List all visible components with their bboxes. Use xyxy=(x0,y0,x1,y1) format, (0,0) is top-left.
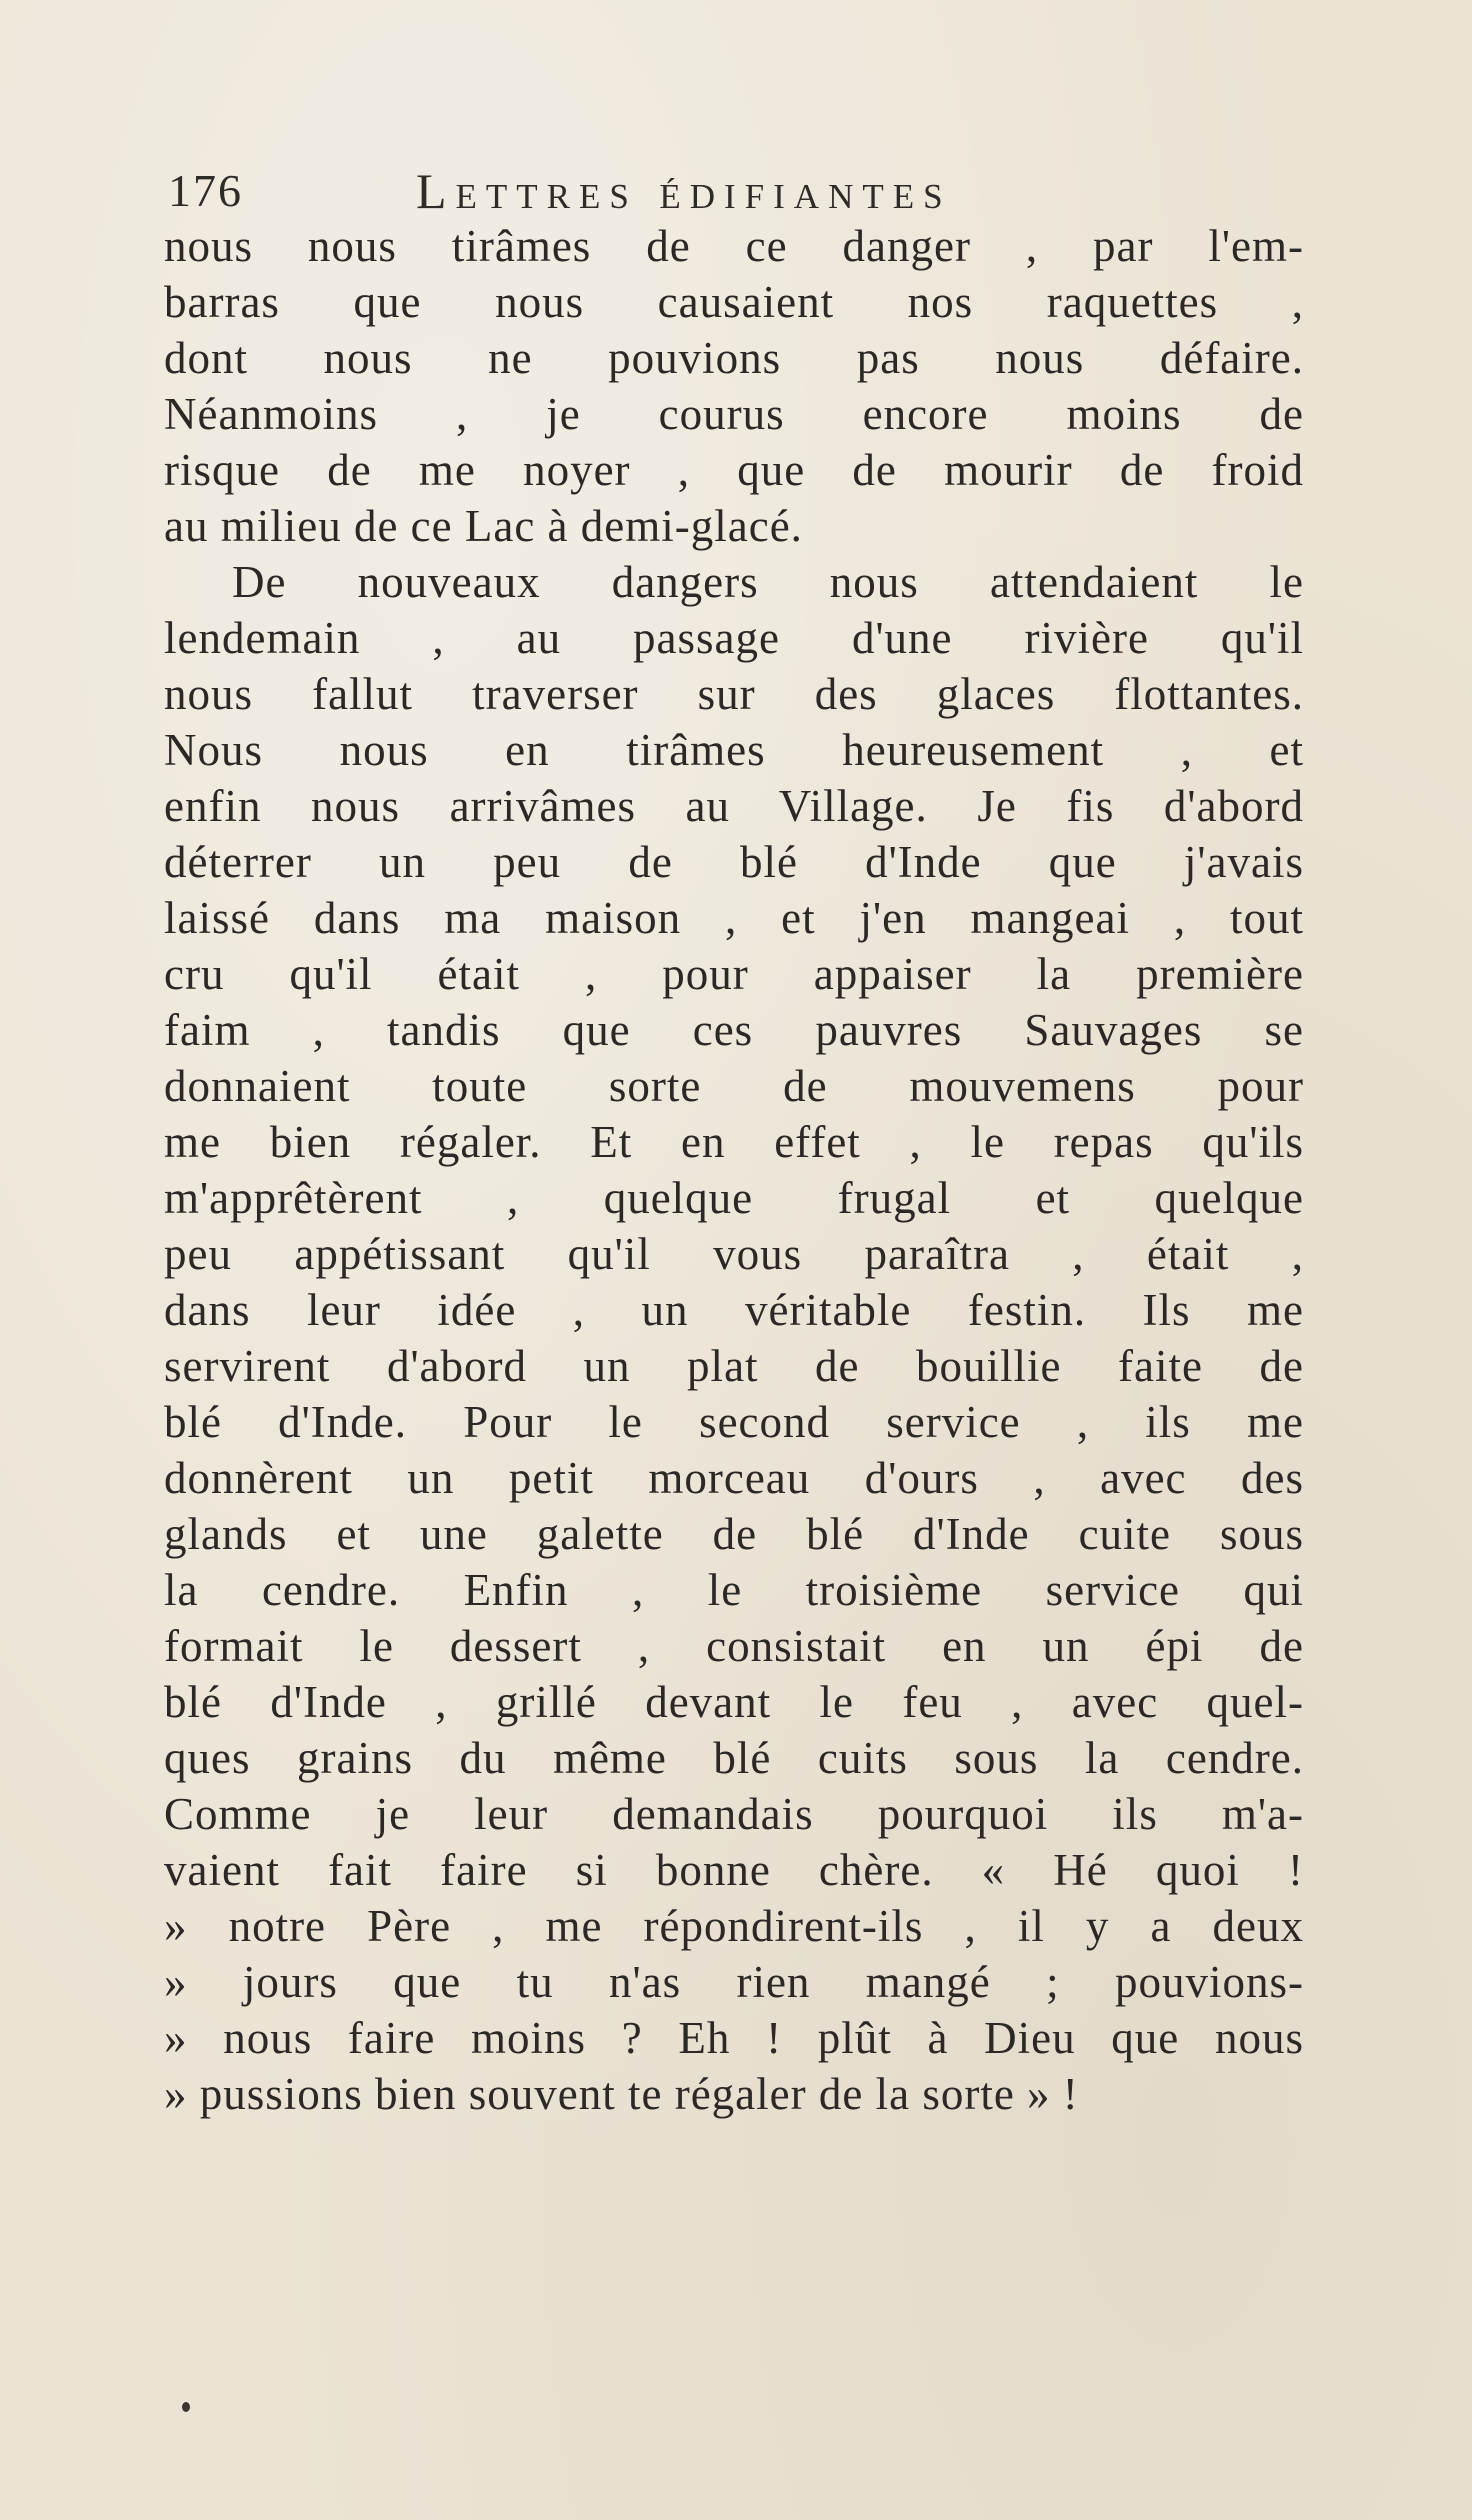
text-line: risque de me noyer , que de mourir de froid xyxy=(164,445,1304,495)
text-line: dont nous ne pouvions pas nous défaire. xyxy=(164,333,1304,383)
text-line: donnèrent un petit morceau d'ours , avec des xyxy=(164,1453,1304,1503)
text-line: au milieu de ce Lac à demi-glacé. xyxy=(164,501,803,551)
text-line: barras que nous causaient nos raquettes , xyxy=(164,277,1304,327)
page-number: 176 xyxy=(168,165,243,216)
text-line: » pussions bien souvent te régaler de la sorte » ! xyxy=(164,2069,1079,2119)
text-line: formait le dessert , consistait en un épi de xyxy=(164,1621,1304,1671)
text-line: blé d'Inde , grillé devant le feu , avec quel- xyxy=(164,1677,1304,1727)
text-line: dans leur idée , un véritable festin. Ils me xyxy=(164,1285,1304,1335)
text-line: lendemain , au passage d'une rivière qu'il xyxy=(164,613,1304,663)
text-line: faim , tandis que ces pauvres Sauvages se xyxy=(164,1005,1304,1055)
text-line: laissé dans ma maison , et j'en mangeai , tout xyxy=(164,893,1304,943)
text-line: blé d'Inde. Pour le second service , ils me xyxy=(164,1397,1304,1447)
text-line: servirent d'abord un plat de bouillie faite de xyxy=(164,1341,1304,1391)
text-line: ques grains du même blé cuits sous la cendre. xyxy=(164,1733,1304,1783)
text-line: Nous nous en tirâmes heureusement , et xyxy=(164,725,1304,775)
page-header xyxy=(168,158,1308,218)
text-line: » notre Père , me répondirent-ils , il y a deux xyxy=(164,1901,1304,1951)
text-line: glands et une galette de blé d'Inde cuite sous xyxy=(164,1509,1304,1559)
text-line: m'apprêtèrent , quelque frugal et quelque xyxy=(164,1173,1304,1223)
text-line: Néanmoins , je courus encore moins de xyxy=(164,389,1304,439)
text-line: déterrer un peu de blé d'Inde que j'avais xyxy=(164,837,1304,887)
text-line: me bien régaler. Et en effet , le repas qu'ils xyxy=(164,1117,1304,1167)
text-line: peu appétissant qu'il vous paraîtra , était , xyxy=(164,1229,1304,1279)
text-line: la cendre. Enfin , le troisième service qui xyxy=(164,1565,1304,1615)
text-line: nous nous tirâmes de ce danger , par l'em- xyxy=(164,221,1304,271)
text-line: De nouveaux dangers nous attendaient le xyxy=(232,557,1304,607)
text-line: enfin nous arrivâmes au Village. Je fis d'abord xyxy=(164,781,1304,831)
body-text xyxy=(164,218,1304,2122)
running-title: Lettres édifiantes xyxy=(416,163,952,219)
text-line: Comme je leur demandais pourquoi ils m'a- xyxy=(164,1789,1304,1839)
text-line: » nous faire moins ? Eh ! plût à Dieu que nous xyxy=(164,2013,1304,2063)
text-line: cru qu'il était , pour appaiser la première xyxy=(164,949,1304,999)
text-line: donnaient toute sorte de mouvemens pour xyxy=(164,1061,1304,1111)
ink-speck xyxy=(182,2402,190,2412)
text-line: nous fallut traverser sur des glaces flottantes. xyxy=(164,669,1304,719)
text-line: vaient fait faire si bonne chère. « Hé quoi ! xyxy=(164,1845,1304,1895)
text-line: » jours que tu n'as rien mangé ; pouvions- xyxy=(164,1957,1304,2007)
